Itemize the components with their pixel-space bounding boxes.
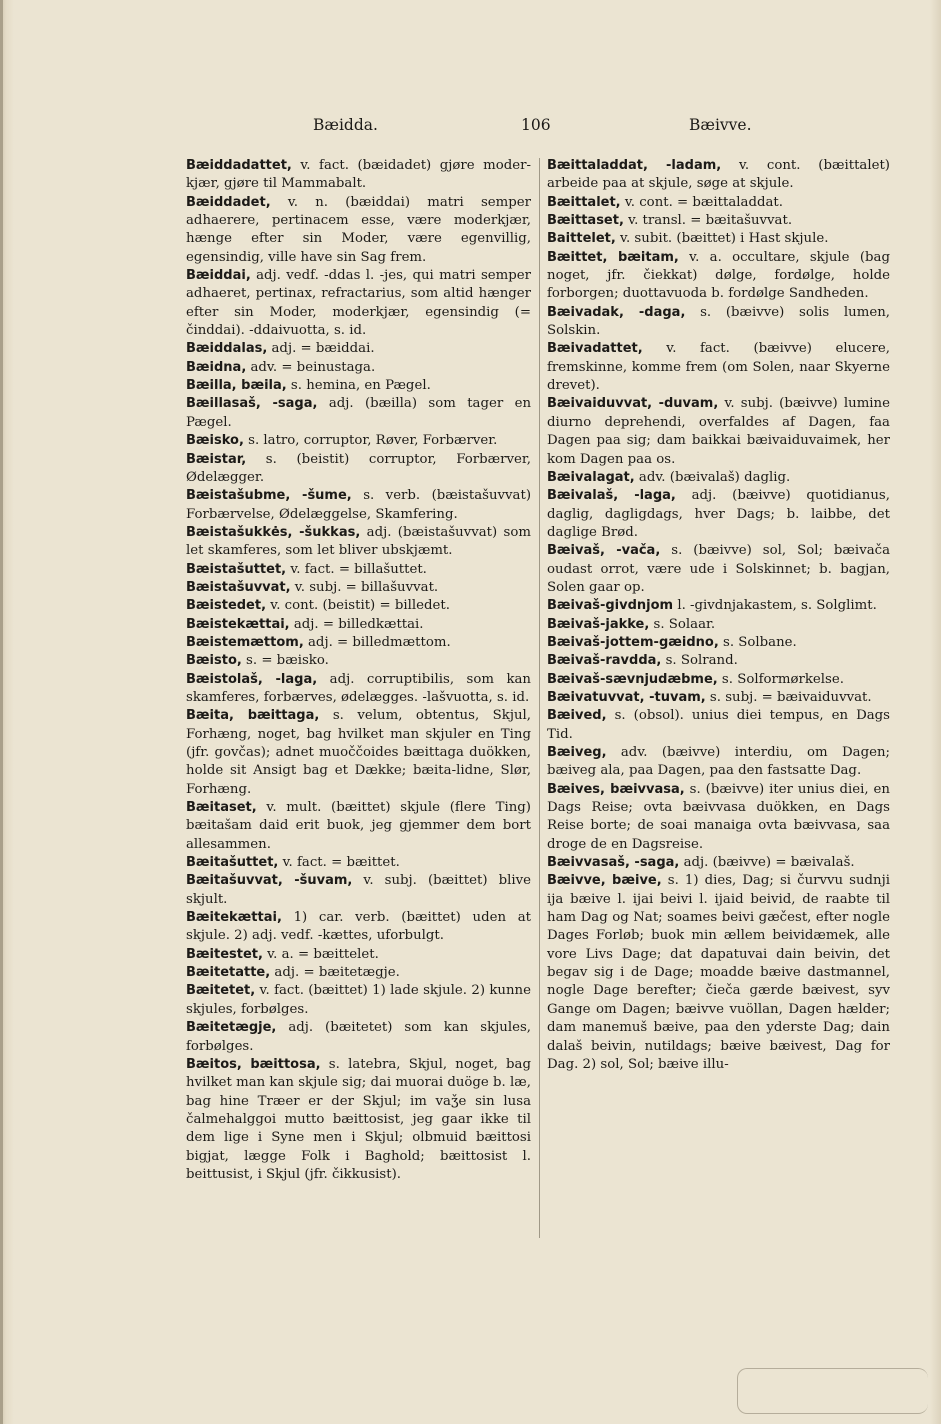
dictionary-entry <box>186 524 531 561</box>
entry-definition: s. (bæivve) iter unius diei, en Dags Reise; ovta bæivvasa duökken, en Dags Reise borte; de soai manaiga ovta bæivvasa, saa droge de en Dagsreise. <box>547 781 890 852</box>
entry-headword: Bæisko, <box>186 433 244 449</box>
entry-headword: Bæilla, bæila, <box>186 378 287 394</box>
entry-definition: adj. = bæitetægje. <box>270 965 400 981</box>
entry-definition: s. hemina, en Pægel. <box>286 378 431 394</box>
dictionary-entry <box>547 249 890 304</box>
column-divider <box>539 158 540 1238</box>
entry-headword: Bæivalaǥat, <box>547 469 635 485</box>
entry-headword: Bæivaš, -vača, <box>547 543 661 559</box>
dictionary-entry <box>547 194 890 212</box>
entry-headword: Bæittaset, <box>547 213 624 229</box>
entry-headword: Bæivaš-ravdda, <box>547 653 662 669</box>
dictionary-entry <box>186 432 531 450</box>
dictionary-entry <box>186 340 531 358</box>
entry-definition: s. (bæivve) solis lumen, Solskin. <box>547 304 890 339</box>
entry-definition: v. subj. (bæittet) blive skjult. <box>186 873 531 907</box>
entry-definition: v. fact. (bæittet) 1) lade skjule. 2) kunne skjules, forbølges. <box>186 983 531 1017</box>
entry-definition: v. fact. (bæivve) elucere, fremskinne, komme frem (om Solen, naar Skyerne drevet). <box>547 341 890 394</box>
entry-definition: v. transl. = bæitašuvvat. <box>623 213 793 229</box>
entry-definition: v. a. occultare, skjule (bag noget, jfr. čiekkat) dølge, fordølge, holde forborgen; duottavuoda b. fordølge Sandheden. <box>547 249 890 302</box>
dictionary-entry <box>547 395 890 468</box>
entry-headword: Baittelet, <box>547 231 616 247</box>
dictionary-entry <box>186 377 531 395</box>
entry-definition: v. cont. (beistit) = billedet. <box>266 598 450 614</box>
entry-definition: 1) car. verb. (bæittet) uden at skjule. 2) adj. vedf. -kættes, uforbulgt. <box>186 910 531 944</box>
dictionary-entry <box>186 267 531 340</box>
dictionary-entry <box>186 1019 531 1056</box>
entry-headword: Bæivvasaš, -saǥa, <box>547 855 680 871</box>
entry-headword: Bæivaiduvvat, -duvam, <box>547 396 719 412</box>
entry-headword: Bæisto, <box>186 653 242 669</box>
entry-headword: Bæivaš-jottem-gæidno, <box>547 634 719 650</box>
entry-headword: Bæivve, bæive, <box>547 873 662 889</box>
entry-definition: s. latebra, Skjul, noget, bag hvilket man kan skjule sig; dai muorai duöge b. læ, bag hine Træer er der Skjul; im vaǯe sin lusa čalmehalggoi mutto bæittosist, jeg gaar ikke til dem lige i Syne men i Skjul; olbmuid bæittosi bigjat, lægge Folk i Baghold; bæittosist l. beittusist, i Skjul (jfr. čikkusist). <box>186 1056 532 1182</box>
entry-headword: Bæitekættai, <box>186 910 282 926</box>
entry-definition: v. a. = bæittelet. <box>262 946 379 962</box>
entry-headword: Bæivalaš, -laǥa, <box>547 488 676 504</box>
dictionary-entry <box>186 854 531 872</box>
dictionary-entry <box>186 982 531 1019</box>
entry-headword: Bæitašuvvat, -šuvam, <box>186 873 353 889</box>
dictionary-entry <box>547 689 890 707</box>
entry-definition: v. mult. (bæittet) skjule (flere Ting) bæitašam daid erit buok, jeg gjemmer dem bort allesammen. <box>186 800 531 852</box>
entry-definition: v. subj. (bæivve) lumine diurno deprehendi, overfaldes af Dagen, faa Dagen paa sig; dam baikkai bæivaiduvaimek, her kom Dagen paa os. <box>547 396 890 467</box>
running-header <box>0 116 941 138</box>
dictionary-entry <box>186 671 531 708</box>
dictionary-entry <box>186 157 531 194</box>
dictionary-entry <box>186 964 531 982</box>
dictionary-entry <box>186 194 531 267</box>
entry-definition: s. verb. (bæistašuvvat) Forbærvelse, Ødelæggelse, Skamfering. <box>186 488 532 522</box>
entry-definition: s. (obsol). unius diei tempus, en Dags Tid. <box>547 708 890 742</box>
dictionary-entry <box>186 395 531 432</box>
entry-definition: s. Solrand. <box>661 653 738 669</box>
entry-headword: Bæiddalas, <box>186 341 268 357</box>
entry-headword: Bæiveg, <box>547 745 607 760</box>
dictionary-entry <box>547 707 890 744</box>
dictionary-entry <box>186 872 531 909</box>
page-number: 106 <box>521 116 551 134</box>
entry-definition: adj. vedf. -ddas l. -jes, qui matri semper adhaeret, pertinax, refractarius, som altid hænger efter sin Moder, moderkjær, egensindig (= činddai). -ddaivuotta, s. id. <box>186 268 531 339</box>
entry-headword: Bæivadattet, <box>547 341 643 357</box>
dictionary-entry <box>186 946 531 964</box>
dictionary-entry <box>186 561 531 579</box>
entry-headword: Bæittaladdat, -ladam, <box>547 158 722 173</box>
entry-headword: Bæidna, <box>186 359 247 375</box>
dictionary-entry <box>547 304 890 341</box>
entry-headword: Bæistar, <box>186 451 247 467</box>
dictionary-entry <box>186 359 531 377</box>
entry-definition: v. cont. (bæittalet) arbeide paa at skjule, søge at skjule. <box>547 158 890 192</box>
entry-headword: Bæitetatte, <box>186 965 271 981</box>
entry-definition: adj. corruptibilis, som kan skamferes, forbærves, ødelægges. -lašvuotta, s. id. <box>186 671 531 705</box>
entry-definition: adj. = billedmættom. <box>303 634 451 650</box>
dictionary-entry <box>547 597 890 615</box>
dictionary-entry <box>547 744 890 781</box>
header-right-guideword: Bæivve. <box>689 116 752 134</box>
dictionary-entry <box>547 212 890 230</box>
entry-headword: Bæiddai, <box>186 268 251 284</box>
dictionary-entry <box>547 230 890 248</box>
dictionary-entry <box>547 340 890 395</box>
dictionary-entry <box>186 579 531 597</box>
dictionary-entry <box>547 634 890 652</box>
dictionary-entry <box>186 616 531 634</box>
entry-definition: v. subit. (bæittet) i Hast skjule. <box>615 231 829 247</box>
dictionary-entry <box>186 799 531 854</box>
entry-definition: s. 1) dies, Dag; si čurvvu sudnji ija bæive l. ijai beivi l. ijaid beivid, de raabte til ham Dag og Nat; soames beivi gæčest, efter nogle Dages Forløb; buok min ællem beividæmek, alle vore Livs Dage; dat dapatuvai dain beivin, det begav sig i de Dage; moadde bæive dastmannel, nogle Dage berefter; čieča gærde bæivest, syv Gange om Dagen; bæivve vuöllan, Dagen hælder; dam manemuš bæive, paa den yderste Dag; dain dalaš beivin, nutildags; bæive bæivest, Dag for Dag. 2) sol, Sol; bæive illu- <box>547 873 890 1072</box>
entry-definition: v. fact. = billašuttet. <box>286 561 427 577</box>
entry-headword: Bæistekættai, <box>186 616 290 632</box>
dictionary-entry <box>186 451 531 488</box>
page-corner-mark <box>737 1368 928 1414</box>
left-column <box>186 157 531 1184</box>
entry-definition: adj. = bæiddai. <box>267 341 375 357</box>
dictionary-entry <box>547 157 890 194</box>
dictionary-entry <box>186 652 531 670</box>
entry-definition: s. Solaar. <box>649 616 716 632</box>
dictionary-entry <box>186 634 531 652</box>
dictionary-entry <box>186 597 531 615</box>
entry-headword: Bæitetet, <box>186 983 256 999</box>
entry-headword: Bæitos, bæittosa, <box>186 1056 321 1072</box>
dictionary-entry <box>547 469 890 487</box>
entry-definition: adv. = beinustaga. <box>246 359 376 375</box>
entry-definition: adj. (bæitetet) som kan skjules, forbølges. <box>186 1020 531 1054</box>
entry-definition: adv. (bæivalaš) daglig. <box>634 469 791 485</box>
dictionary-entry <box>547 671 890 689</box>
entry-definition: v. cont. = bæittaladdat. <box>620 194 783 210</box>
entry-headword: Bæistašubme, -šume, <box>186 488 352 504</box>
entry-definition: adj. (bæivve) quotidianus, daglig, dagligdags, hver Dags; b. laibbe, det daglige Brød. <box>547 488 890 540</box>
entry-headword: Bæivaš-sævnjudæbme, <box>547 671 718 687</box>
page-edge <box>0 0 3 1424</box>
entry-headword: Bæita, bæittaga, <box>186 708 320 724</box>
entry-headword: Bæivaš-givdnjom <box>547 598 674 614</box>
entry-headword: Bæivadak, -daga, <box>547 304 686 320</box>
entry-definition: s. Solformørkelse. <box>717 671 844 687</box>
dictionary-entry <box>547 781 890 854</box>
entry-headword: Bæitašuttet, <box>186 855 279 871</box>
entry-headword: Bæiddadattet, <box>186 158 292 173</box>
entry-definition: s. velum, obtentus, Skjul, Forhæng, noget, bag hvilket man skjuler en Ting (jfr. govčas); adnet muoččoides bæittaga duökken, holde sit Ansigt bag et Dække; bæita-lidne, Slør, Forhæng. <box>186 708 532 797</box>
entry-headword: Bæistedet, <box>186 598 267 614</box>
entry-definition: v. subj. = billašuvvat. <box>290 579 439 595</box>
entry-definition: adj. (bæivve) = bæivalaš. <box>679 855 855 871</box>
entry-headword: Bæistolaš, -laǥa, <box>186 671 318 687</box>
entry-headword: Bæitetægje, <box>186 1020 277 1036</box>
entry-definition: adj. = billedkættai. <box>289 616 424 632</box>
entry-definition: v. fact. = bæittet. <box>278 855 400 871</box>
entry-definition: s. latro, corruptor, Røver, Forbærver. <box>243 433 498 449</box>
dictionary-entry <box>186 909 531 946</box>
entry-definition: l. -givdnjakastem, s. Solglimt. <box>673 598 877 614</box>
entry-headword: Bæiddadet, <box>186 194 271 210</box>
entry-definition: s. (bæivve) sol, Sol; bæivača oudast orrot, være ude i Solskinnet; b. bagjan, Solen gaar op. <box>547 543 891 595</box>
entry-headword: Bæitestet, <box>186 946 263 962</box>
entry-definition: v. fact. (bæidadet) gjøre moderkjær, gjøre til Mammabalt. <box>186 158 531 192</box>
entry-headword: Bæillasaš, -saǥa, <box>186 396 318 412</box>
dictionary-entry <box>547 854 890 872</box>
dictionary-entry <box>547 542 890 597</box>
right-column <box>547 157 890 1074</box>
dictionary-entry <box>186 1056 531 1184</box>
entry-headword: Bæivaš-jakke, <box>547 616 650 632</box>
entry-headword: Bæives, bæivvasa, <box>547 781 685 797</box>
entry-headword: Bæistašuvvat, <box>186 579 291 595</box>
dictionary-entry <box>547 872 890 1074</box>
entry-headword: Bæittet, bæitam, <box>547 249 679 265</box>
dictionary-entry <box>547 616 890 634</box>
entry-headword: Bæitaset, <box>186 800 257 816</box>
entry-headword: Bæistašukkės, -šukkas, <box>186 524 361 540</box>
header-left-guideword: Bæidda. <box>313 116 378 134</box>
entry-definition: v. n. (bæiddai) matri semper adhaerere, pertinacem esse, være moderkjær, hænge efter sin Moder, være egenvillig, egensindig, ville have sin Sag frem. <box>186 194 531 265</box>
entry-headword: Bæistašuttet, <box>186 561 287 577</box>
entry-definition: adj. (bæistašuvvat) som let skamferes, som let bliver ubskjæmt. <box>186 524 531 559</box>
dictionary-entry <box>547 487 890 542</box>
entry-definition: adv. (bæivve) interdiu, om Dagen; bæiveg ala, paa Dagen, paa den fastsatte Dag. <box>547 745 890 779</box>
entry-headword: Bæistemættom, <box>186 634 304 650</box>
entry-definition: s. = bæisko. <box>241 653 329 669</box>
entry-headword: Bæittalet, <box>547 194 621 210</box>
dictionary-entry <box>186 487 531 524</box>
entry-headword: Bæived, <box>547 708 607 724</box>
entry-headword: Bæivatuvvat, -tuvam, <box>547 689 706 705</box>
entry-definition: s. Solbane. <box>718 634 797 650</box>
dictionary-entry <box>547 652 890 670</box>
dictionary-entry <box>186 707 531 799</box>
entry-definition: s. subj. = bæivaiduvvat. <box>705 689 872 705</box>
entry-definition: s. (beistit) corruptor, Forbærver, Ødelægger. <box>186 451 531 485</box>
entry-definition: adj. (bæilla) som tager en Pægel. <box>186 396 532 430</box>
